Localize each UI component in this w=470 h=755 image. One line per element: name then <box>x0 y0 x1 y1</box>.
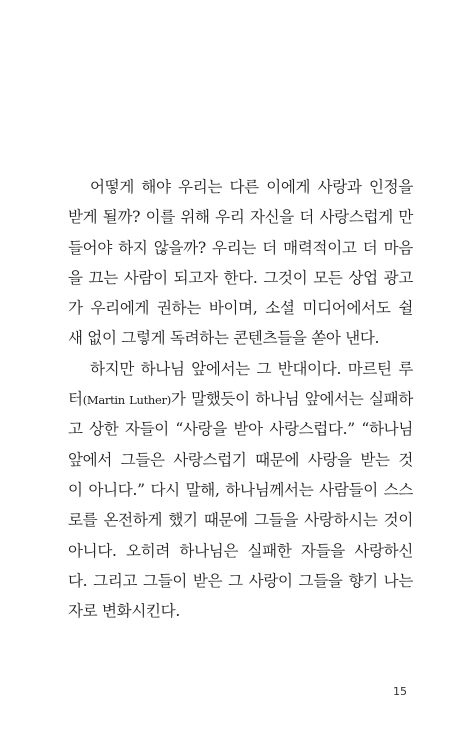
text-line: 고 상한 자들이 “사랑을 받아 사랑스럽다.” “하나님 <box>68 420 413 439</box>
text-line: 아니다. 오히려 하나님은 실패한 자들을 사랑하신 <box>68 541 413 560</box>
text-line: 새 없이 그렇게 독려하는 콘텐츠들을 쏟아 낸다. <box>68 329 380 348</box>
page-number: 15 <box>393 685 407 698</box>
text-line: 앞에서 그들은 사랑스럽기 때문에 사랑을 받는 것 <box>68 450 413 469</box>
paragraph-2 <box>68 354 413 627</box>
paragraph-1 <box>68 172 413 354</box>
text-line: 들어야 하지 않을까? 우리는 더 매력적이고 더 마음 <box>68 238 413 257</box>
text-line: 하지만 하나님 앞에서는 그 반대이다. 마르틴 루 <box>90 359 413 378</box>
text-line: 받게 될까? 이를 위해 우리 자신을 더 사랑스럽게 만 <box>68 208 413 227</box>
text-line: 자로 변화시킨다. <box>68 602 180 621</box>
text-line: 이 아니다.” 다시 말해, 하나님께서는 사람들이 스스 <box>68 480 413 499</box>
text-line: 가 우리에게 권하는 바이며, 소셜 미디어에서도 쉴 <box>68 299 413 318</box>
body-text <box>68 172 413 626</box>
text-line: 을 끄는 사람이 되고자 한다. 그것이 모든 상업 광고 <box>68 268 413 287</box>
name-annotation: (Martin Luther) <box>82 393 171 408</box>
text-segment: 가 말했듯이 하나님 앞에서는 실패하 <box>170 390 413 409</box>
text-line: 어떻게 해야 우리는 다른 이에게 사랑과 인정을 <box>90 178 413 196</box>
text-segment: 터 <box>68 390 83 409</box>
text-line: 다. 그리고 그들이 받은 그 사랑이 그들을 향기 나는 <box>68 571 413 590</box>
text-line-mixed <box>68 384 413 414</box>
text-line: 로를 온전하게 했기 때문에 그들을 사랑하시는 것이 <box>68 511 413 530</box>
